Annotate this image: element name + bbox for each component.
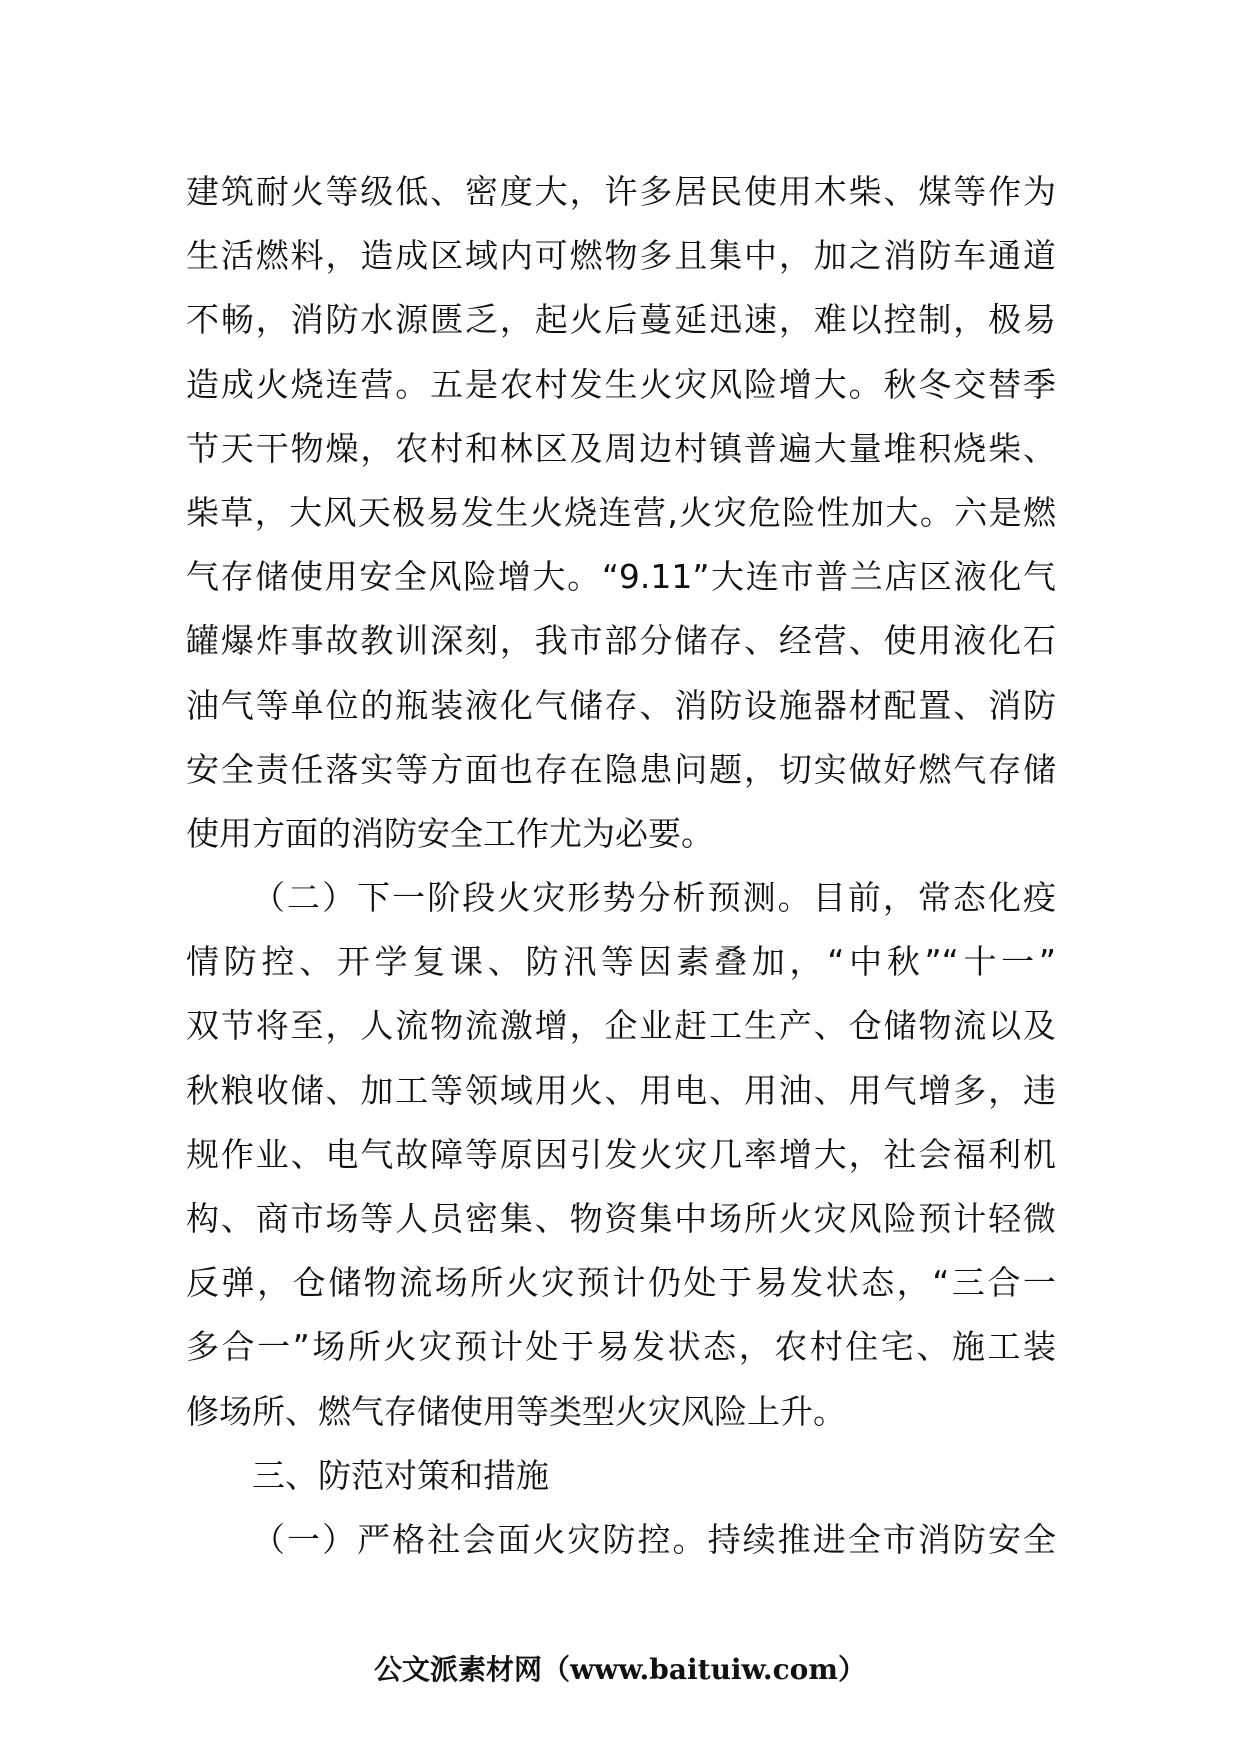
paragraph-measures bbox=[186, 1508, 1056, 1572]
text-line: 反弹，仓储物流场所火灾预计仍处于易发状态，“三合一 bbox=[186, 1263, 1056, 1303]
text-line: 柴草，大风天极易发生火烧连营,火灾危险性加大。六是燃 bbox=[186, 492, 1056, 532]
text-line: 建筑耐火等级低、密度大，许多居民使用木柴、煤等作为 bbox=[186, 172, 1056, 211]
text-line: 情防控、开学复课、防汛等因素叠加，“中秋”“十一” bbox=[186, 942, 1056, 982]
document-body bbox=[186, 160, 1056, 1572]
text-line: （二）下一阶段火灾形势分析预测。目前，常态化疫 bbox=[252, 878, 1056, 918]
text-line: 修场所、燃气存储使用等类型火灾风险上升。 bbox=[186, 1391, 846, 1431]
text-line: 使用方面的消防安全工作尤为必要。 bbox=[186, 813, 714, 853]
text-line: 构、商市场等人员密集、物资集中场所火灾风险预计轻微 bbox=[186, 1199, 1056, 1238]
text-line: 气存储使用安全风险增大。“9.11”大连市普兰店区液化气 bbox=[186, 557, 1056, 597]
paragraph-continuation bbox=[186, 160, 1056, 866]
text-line: 造成火烧连营。五是农村发生火灾风险增大。秋冬交替季 bbox=[186, 364, 1056, 404]
text-line: 秋粮收储、加工等领域用火、用电、用油、用气增多，违 bbox=[186, 1070, 1056, 1110]
text-line: 安全责任落实等方面也存在隐患问题，切实做好燃气存储 bbox=[186, 749, 1056, 789]
text-line: 规作业、电气故障等原因引发火灾几率增大，社会福利机 bbox=[186, 1134, 1056, 1174]
text-line: （一）严格社会面火灾防控。持续推进全市消防安全 bbox=[252, 1519, 1056, 1559]
text-line: 生活燃料，造成区域内可燃物多且集中，加之消防车通道 bbox=[186, 236, 1056, 276]
section-heading-text: 三、防范对策和措施 bbox=[252, 1455, 549, 1495]
footer-watermark: 公文派素材网（www.baituiw.com） bbox=[374, 1653, 866, 1686]
text-line: 油气等单位的瓶装液化气储存、消防设施器材配置、消防 bbox=[186, 685, 1056, 725]
text-line: 双节将至，人流物流激增，企业赶工生产、仓储物流以及 bbox=[186, 1006, 1056, 1046]
text-line: 罐爆炸事故教训深刻，我市部分储存、经营、使用液化石 bbox=[186, 621, 1056, 661]
paragraph-forecast bbox=[186, 866, 1056, 1444]
text-line: 多合一”场所火灾预计处于易发状态，农村住宅、施工装 bbox=[186, 1327, 1056, 1367]
text-line: 节天干物燥，农村和林区及周边村镇普遍大量堆积烧柴、 bbox=[186, 428, 1056, 468]
section-heading bbox=[186, 1444, 1056, 1508]
text-line: 不畅，消防水源匮乏，起火后蔓延迅速，难以控制，极易 bbox=[186, 300, 1056, 340]
